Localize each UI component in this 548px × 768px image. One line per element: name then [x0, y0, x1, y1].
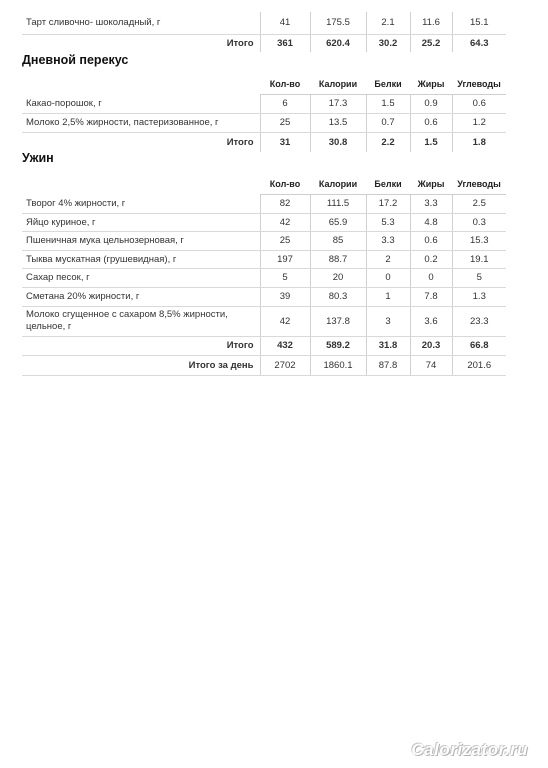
- food-name: Молоко сгущенное с сахаром 8,5% жирности, цельное, г: [22, 306, 260, 336]
- fat-cell: 0.6: [410, 113, 452, 132]
- table-header: [22, 74, 506, 94]
- fat-cell: 25.2: [410, 34, 452, 52]
- carb-cell: 5: [452, 268, 506, 287]
- kcal-cell: 137.8: [310, 306, 366, 336]
- snack-table: [22, 74, 506, 152]
- total-row: [22, 34, 506, 52]
- qty-cell: 42: [260, 306, 310, 336]
- qty-cell: 2702: [260, 355, 310, 375]
- qty-cell: 42: [260, 213, 310, 231]
- carb-cell: 15.1: [452, 12, 506, 34]
- fat-cell: 11.6: [410, 12, 452, 34]
- fat-cell: 0: [410, 268, 452, 287]
- table-row: [22, 231, 506, 250]
- watermark-logo: Calorizator.ru: [411, 740, 528, 759]
- qty-cell: 6: [260, 94, 310, 113]
- food-name: Тыква мускатная (грушевидная), г: [22, 250, 260, 268]
- qty-cell: 25: [260, 231, 310, 250]
- food-name: Пшеничная мука цельнозерновая, г: [22, 231, 260, 250]
- qty-cell: 41: [260, 12, 310, 34]
- carb-cell: 66.8: [452, 336, 506, 355]
- table-header: [22, 174, 506, 194]
- carb-cell: 201.6: [452, 355, 506, 375]
- protein-cell: 3: [366, 306, 410, 336]
- col-qty-header: Кол-во: [260, 74, 310, 94]
- food-name: Какао-порошок, г: [22, 94, 260, 113]
- qty-cell: 432: [260, 336, 310, 355]
- fat-cell: 0.6: [410, 231, 452, 250]
- food-name: Сахар песок, г: [22, 268, 260, 287]
- table-row: [22, 250, 506, 268]
- table-row: [22, 94, 506, 113]
- table-row: [22, 268, 506, 287]
- qty-cell: 197: [260, 250, 310, 268]
- fat-cell: 3.3: [410, 194, 452, 213]
- protein-cell: 1.5: [366, 94, 410, 113]
- kcal-cell: 1860.1: [310, 355, 366, 375]
- qty-cell: 25: [260, 113, 310, 132]
- table-row: [22, 213, 506, 231]
- carb-cell: 15.3: [452, 231, 506, 250]
- total-label: Итого: [226, 136, 254, 148]
- kcal-cell: 17.3: [310, 94, 366, 113]
- total-label: Итого: [226, 37, 254, 49]
- kcal-cell: 85: [310, 231, 366, 250]
- qty-cell: 31: [260, 132, 310, 152]
- fat-cell: 1.5: [410, 132, 452, 152]
- section-title-dinner: Ужин: [22, 151, 54, 165]
- kcal-cell: 589.2: [310, 336, 366, 355]
- protein-cell: 2: [366, 250, 410, 268]
- carb-cell: 1.8: [452, 132, 506, 152]
- fat-cell: 74: [410, 355, 452, 375]
- protein-cell: 0.7: [366, 113, 410, 132]
- kcal-cell: 20: [310, 268, 366, 287]
- breakfast-table-tail: [22, 12, 506, 52]
- protein-cell: 87.8: [366, 355, 410, 375]
- carb-cell: 0.6: [452, 94, 506, 113]
- section-title-snack: Дневной перекус: [22, 53, 129, 67]
- protein-cell: 0: [366, 268, 410, 287]
- food-name: Сметана 20% жирности, г: [22, 287, 260, 306]
- kcal-cell: 620.4: [310, 34, 366, 52]
- protein-cell: 2.2: [366, 132, 410, 152]
- total-row: [22, 132, 506, 152]
- protein-cell: 30.2: [366, 34, 410, 52]
- col-carb-header: Углеводы: [452, 74, 506, 94]
- protein-cell: 1: [366, 287, 410, 306]
- fat-cell: 3.6: [410, 306, 452, 336]
- day-total-row: [22, 355, 506, 375]
- fat-cell: 7.8: [410, 287, 452, 306]
- total-label: Итого: [22, 336, 260, 355]
- protein-cell: 17.2: [366, 194, 410, 213]
- food-name: Творог 4% жирности, г: [22, 194, 260, 213]
- kcal-cell: 13.5: [310, 113, 366, 132]
- col-carb-header: Углеводы: [452, 174, 506, 194]
- qty-cell: 82: [260, 194, 310, 213]
- protein-cell: 5.3: [366, 213, 410, 231]
- carb-cell: 0.3: [452, 213, 506, 231]
- col-kcal-header: Калории: [310, 74, 366, 94]
- protein-cell: 2.1: [366, 12, 410, 34]
- table-row: [22, 113, 506, 132]
- col-fat-header: Жиры: [410, 174, 452, 194]
- carb-cell: 2.5: [452, 194, 506, 213]
- carb-cell: 64.3: [452, 34, 506, 52]
- kcal-cell: 30.8: [310, 132, 366, 152]
- dinner-table: [22, 174, 506, 376]
- table-row: [22, 306, 506, 336]
- fat-cell: 0.9: [410, 94, 452, 113]
- col-protein-header: Белки: [366, 74, 410, 94]
- protein-cell: 31.8: [366, 336, 410, 355]
- table-row: [22, 287, 506, 306]
- total-row: [22, 336, 506, 355]
- table-row: [22, 194, 506, 213]
- food-name: Молоко 2,5% жирности, пастеризованное, г: [22, 113, 260, 132]
- carb-cell: 19.1: [452, 250, 506, 268]
- kcal-cell: 80.3: [310, 287, 366, 306]
- kcal-cell: 65.9: [310, 213, 366, 231]
- kcal-cell: 111.5: [310, 194, 366, 213]
- food-name: Яйцо куриное, г: [22, 213, 260, 231]
- kcal-cell: 88.7: [310, 250, 366, 268]
- protein-cell: 3.3: [366, 231, 410, 250]
- day-total-label: Итого за день: [22, 355, 260, 375]
- fat-cell: 0.2: [410, 250, 452, 268]
- col-fat-header: Жиры: [410, 74, 452, 94]
- food-name: Тарт сливочно- шоколадный, г: [22, 12, 260, 34]
- carb-cell: 23.3: [452, 306, 506, 336]
- col-qty-header: Кол-во: [260, 174, 310, 194]
- fat-cell: 4.8: [410, 213, 452, 231]
- qty-cell: 39: [260, 287, 310, 306]
- qty-cell: 5: [260, 268, 310, 287]
- col-kcal-header: Калории: [310, 174, 366, 194]
- table-row: [22, 12, 506, 34]
- carb-cell: 1.3: [452, 287, 506, 306]
- kcal-cell: 175.5: [310, 12, 366, 34]
- col-protein-header: Белки: [366, 174, 410, 194]
- qty-cell: 361: [260, 34, 310, 52]
- carb-cell: 1.2: [452, 113, 506, 132]
- fat-cell: 20.3: [410, 336, 452, 355]
